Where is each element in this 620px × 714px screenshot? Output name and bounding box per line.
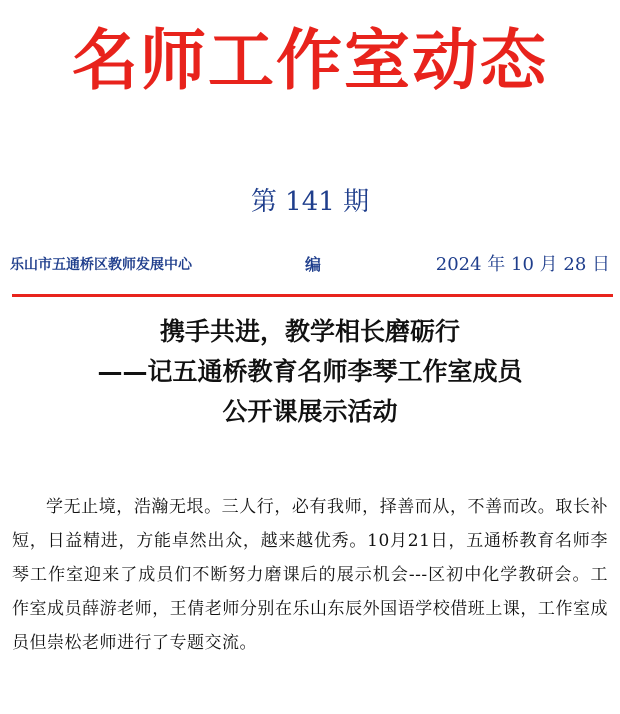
publication-meta: [10, 250, 610, 276]
masthead-title: 名师工作室动态: [72, 22, 548, 99]
article-title: [0, 312, 620, 432]
title-line: ——记五通桥教育名师李琴工作室成员: [97, 357, 523, 386]
issue-number: 第 141 期: [250, 187, 370, 217]
publication-date: 2024 年 10 月 28 日: [435, 254, 610, 275]
organization-name: 乐山市五通桥区教师发展中心: [10, 257, 192, 273]
title-line: 公开课展示活动: [222, 397, 398, 426]
article-body: 学无止境，浩瀚无垠。三人行，必有我师，择善而从，不善而改。取长补短，日益精进，方能卓然出众，越来越优秀。10月21日，五通桥教育名师李琴工作室迎来了成员们不断努力磨课后的展示机会---区初中化学教研会。工作室成员薛游老师，王倩老师分别在乐山东辰外国语学校借班上课，工作室成员但崇松老师进行了专题交流。: [12, 497, 608, 653]
header-divider: [12, 294, 613, 297]
title-line: 携手共进，教学相长磨砺行: [159, 317, 460, 346]
editor-label: 编: [305, 255, 322, 274]
